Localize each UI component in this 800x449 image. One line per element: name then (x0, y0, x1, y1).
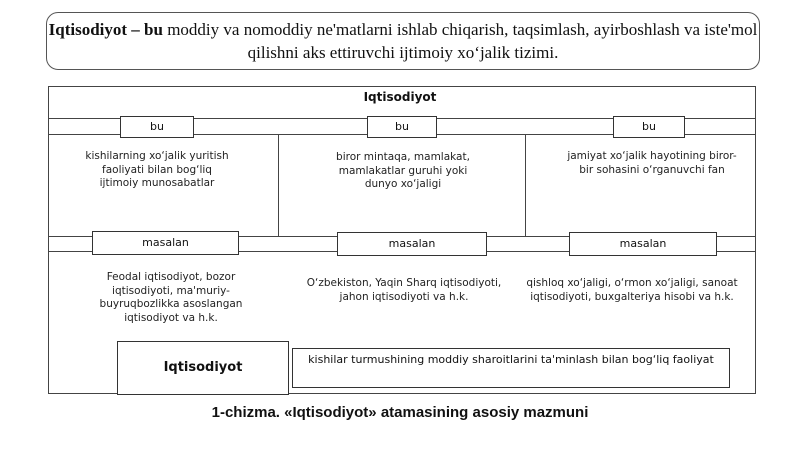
bu-box: bu (120, 116, 194, 138)
bottom-description-box: kishilar turmushining moddiy sharoitlarini ta'minlash bilan bog‘liq faoliyat (292, 348, 730, 388)
masalan-box: masalan (569, 232, 717, 256)
masalan-box: masalan (92, 231, 239, 255)
masalan-box: masalan (337, 232, 487, 256)
column-divider (278, 134, 279, 236)
example-text: Feodal iqtisodiyot, bozor iqtisodiyoti, ma'muriy-buyruqbozlikka asoslangan iqtisodiyot va h.k. (99, 271, 243, 324)
example-text: O‘zbekiston, Yaqin Sharq iqtisodiyoti, jahon iqtisodiyoti va h.k. (306, 277, 502, 303)
example-text: qishloq xo‘jaligi, o‘rmon xo‘jaligi, sanoat iqtisodiyoti, buxgalteriya hisobi va h.k. (526, 277, 738, 303)
figure-caption: 1-chizma. «Iqtisodiyot» atamasining asosiy mazmuni (211, 404, 589, 421)
definition-term: Iqtisodiyot – bu (48, 20, 163, 39)
definition-box (46, 12, 760, 70)
bu-description: kishilarning xo‘jalik yuritish faoliyati bilan bog‘liq ijtimoiy munosabatlar (85, 150, 229, 189)
bu-box: bu (367, 116, 437, 138)
bu-box: bu (613, 116, 685, 138)
bu-description: jamiyat xo‘jalik hayotining biror-bir sohasini o‘rganuvchi fan (567, 150, 737, 176)
bottom-title-box: Iqtisodiyot (117, 341, 289, 395)
diagram-title: Iqtisodiyot (363, 90, 437, 104)
definition-text: moddiy va nomoddiy ne'matlarni ishlab chiqarish, taqsimlash, ayirboshlash va iste'mol qilishni aks ettiruvchi ijtimoiy xo‘jalik tizimi. (162, 20, 758, 62)
column-divider (525, 134, 526, 236)
bu-description: biror mintaqa, mamlakat, mamlakatlar guruhi yoki dunyo xo‘jaligi (336, 151, 470, 190)
